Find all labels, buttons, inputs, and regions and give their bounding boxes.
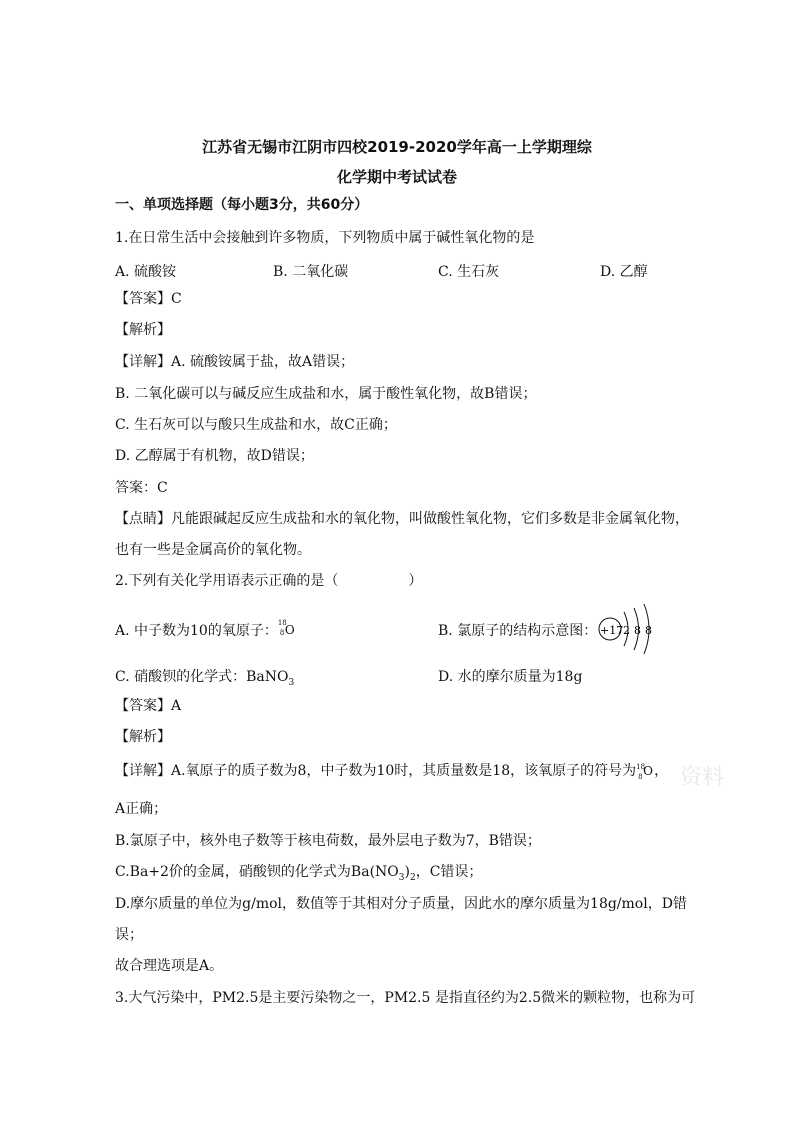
q1-option-c: C. 生石灰 [438, 264, 500, 280]
oxygen-isotope-symbol-inline [636, 763, 654, 779]
q3-stem: 3.大气污染中，PM2.5是主要污染物之一，PM2.5 是指直径约为2.5微米的颗粒物，也称为可 [115, 990, 696, 1006]
q1-analysis-label: 【解析】 [115, 322, 171, 338]
tip-label: 【点睛】 [115, 511, 171, 527]
q1-detail-b: B. 二氧化碳可以与碱反应生成盐和水，属于酸性氧化物，故B错误； [115, 386, 537, 402]
detail-text-end: ， [654, 763, 669, 779]
q2-detail-a-continued: A正确； [115, 801, 168, 817]
isotope-mass: 18 [277, 619, 287, 627]
detail-text: A. 硫酸铵属于盐，故A错误； [171, 354, 355, 370]
detail-c-pre: C.Ba+2价的金属，硝酸钡的化学式为Ba(NO [115, 864, 399, 880]
q2-option-d: D. 水的摩尔质量为18g [438, 669, 583, 685]
q2-answer [115, 698, 181, 714]
doc-title-line1: 江苏省无锡市江阴市四校2019-2020学年高一上学期理综 [202, 138, 592, 156]
q1-option-b: B. 二氧化碳 [273, 264, 349, 280]
q2-detail-a [115, 763, 668, 779]
answer-label: 【答案】 [115, 698, 171, 714]
detail-label: 【详解】 [115, 354, 171, 370]
detail-label: 【详解】 [115, 763, 171, 779]
q2-detail-b: B.氯原子中，核外电子数等于核电荷数，最外层电子数为7，B错误； [115, 833, 541, 849]
q1-tip-continued: 也有一些是金属高价的氧化物。 [115, 542, 311, 558]
q2-option-b: B. 氯原子的结构示意图： [438, 623, 598, 639]
shell-electrons-2: 8 [634, 624, 641, 637]
chlorine-structure-diagram [594, 600, 664, 658]
q2-detail-d: D.摩尔质量的单位为g/mol，数值等于其相对分子质量，因此水的摩尔质量为18g/mol，D错 [115, 896, 687, 912]
q2-detail-c [115, 864, 482, 886]
oxygen-isotope-symbol [277, 619, 296, 639]
answer-value: A [171, 698, 182, 714]
detail-c-sub1: 3 [398, 872, 405, 883]
q2-final-answer: 故合理选项是A。 [115, 958, 224, 974]
q1-tip [115, 511, 689, 527]
detail-c-mid: ) [404, 864, 410, 880]
watermark: 资料 [680, 765, 725, 790]
isotope-number: 8 [279, 629, 285, 637]
q1-final-answer: 答案：C [115, 480, 168, 496]
section-heading: 一、单项选择题（每小题3分，共60分） [115, 197, 369, 213]
q1-detail-d: D. 乙醇属于有机物，故D错误； [115, 448, 314, 464]
q1-stem: 1.在日常生活中会接触到许多物质，下列物质中属于碱性氧化物的是 [115, 230, 535, 246]
answer-label: 【答案】 [115, 291, 171, 307]
isotope-mass: 18 [636, 763, 646, 771]
isotope-element: O [284, 623, 295, 637]
q2-option-a-text: A. 中子数为10的氧原子： [115, 623, 278, 639]
q1-option-d: D. 乙醇 [600, 264, 648, 280]
q2-option-c-subscript: 3 [288, 677, 295, 688]
q2-option-a [115, 620, 296, 640]
detail-text: A.氧原子的质子数为8，中子数为10时，其质量数是18，该氧原子的符号为 [171, 763, 637, 779]
tip-text: 凡能跟碱起反应生成盐和水的氧化物，叫做酸性氧化物，它们多数是非金属氧化物， [171, 511, 689, 527]
q1-detail-a [115, 354, 354, 370]
q2-option-c [115, 666, 294, 688]
q1-detail-c: C. 生石灰可以与酸只生成盐和水，故C正确； [115, 417, 397, 433]
q2-analysis-label: 【解析】 [115, 729, 171, 745]
shell-electrons-3: 8 [645, 624, 652, 637]
q1-answer [115, 291, 182, 307]
q2-detail-d-continued: 误； [115, 927, 143, 943]
detail-c-post: ，C错误； [415, 864, 483, 880]
q2-option-c-text: C. 硝酸钡的化学式：BaNO [115, 669, 289, 685]
q1-option-a: A. 硫酸铵 [115, 264, 177, 280]
shell-electrons-1: 2 [623, 624, 630, 637]
answer-value: C [171, 291, 182, 307]
q2-stem: 2.下列有关化学用语表示正确的是（ ） [115, 573, 423, 589]
isotope-number: 8 [638, 773, 643, 781]
nucleus-charge: +17 [600, 624, 624, 637]
isotope-element: O [643, 764, 653, 778]
doc-title-line2: 化学期中考试试卷 [336, 168, 457, 186]
detail-c-sub2: 2 [409, 872, 416, 883]
